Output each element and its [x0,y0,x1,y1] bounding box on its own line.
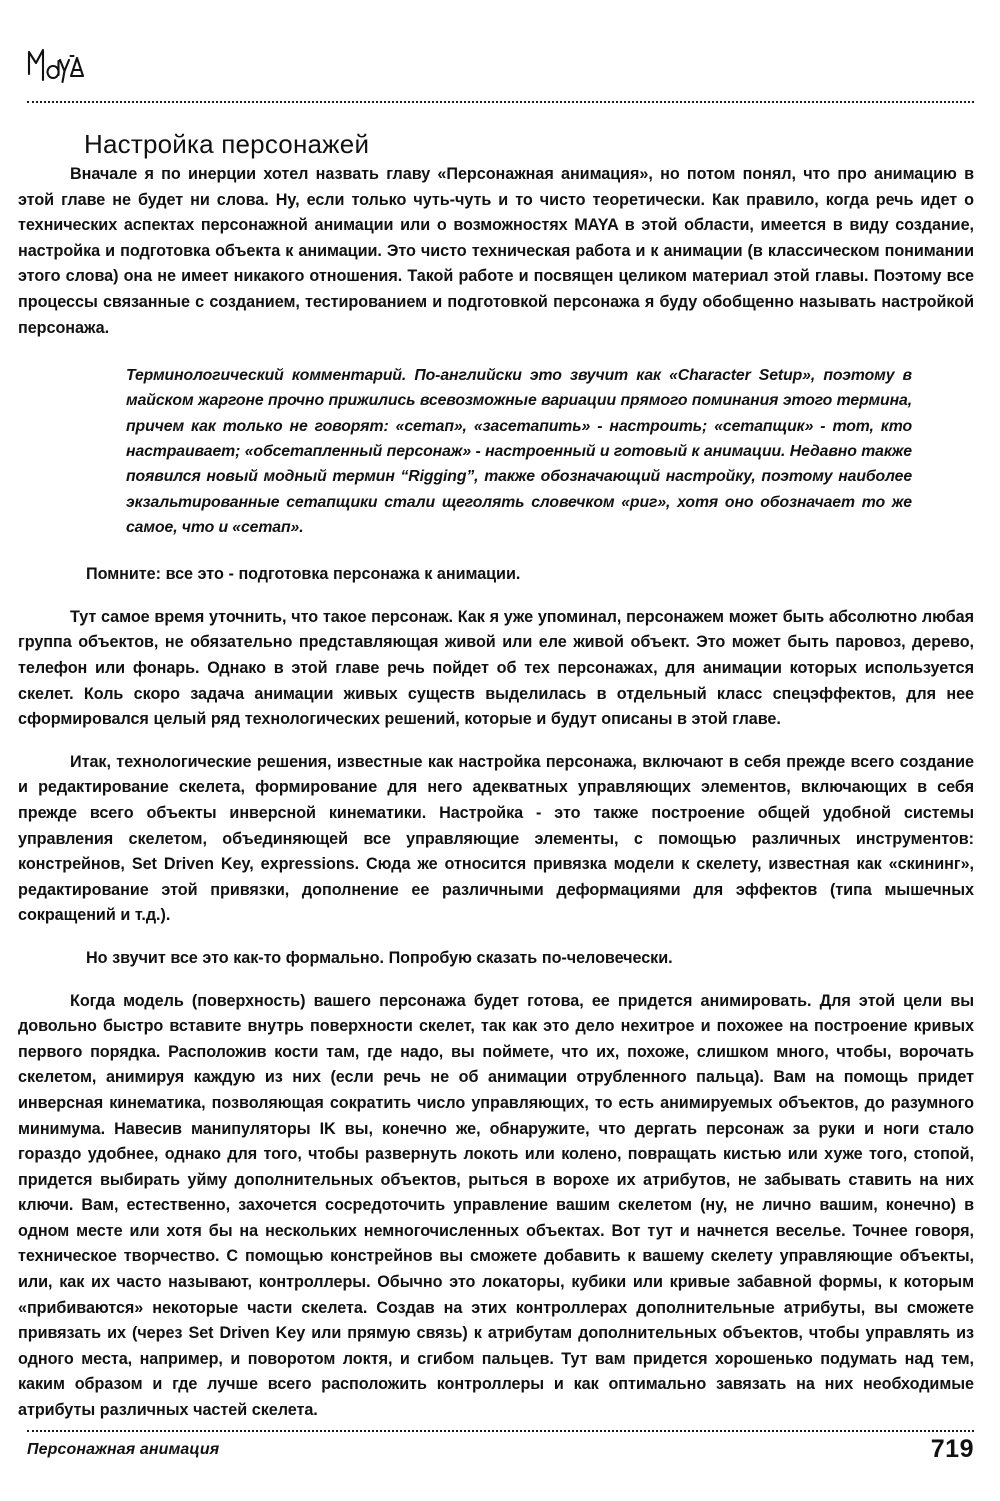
page-footer [0,1401,1000,1501]
paragraph-what-is-character: Тут самое время уточнить, что такое персонаж. Как я уже упоминал, персонажем может быть абсолютно любая группа объектов, не обязательно представляющая живой или еле живой объект. Это может быть паровоз, дерево, телефон или фонарь. Однако в этой главе речь пойдет об тех персонажах, для анимации которых используется скелет. Коль скоро задача анимации живых существ выделилась в отдельный класс спецэффектов, для нее сформировался целый ряд технологических решений, которые и будут описаны в этой главе. [18,607,974,729]
page-title: Настройка персонажей [84,129,370,160]
terminology-note-block: Терминологический комментарий. По-английски это звучит как «Character Setup», поэтому в майском жаргоне прочно прижились всевозможные вариации прямого поминания этого термина, причем как только не говорят: «сетап», «засетапить» - настроить; «сетапщик» - тот, кто настраивает; «обсетапленный персонаж» - настроенный и готовый к анимации. Недавно также появился новый модный термин “Rigging”, также обозначающий настройку, поэтому наиболее экзальтированные сетапщики стали щеголять словечком «риг», хотя оно обозначает то же самое, что и «сетап». [126,367,912,536]
paragraph-remember: Помните: все это - подготовка персонажа к анимации. [86,565,521,584]
page-number: 719 [930,1435,974,1463]
running-title: Персонажная анимация [27,1441,220,1458]
paragraph-technological-solutions: Итак, технологические решения, известные как настройка персонажа, включают в себя прежде всего создание и редактирование скелета, формирование для него адекватных управляющих элементов, включающих в себя прежде всего объекты инверсной кинематики. Настройка - это также построение общей удобной системы управления скелетом, объединяющей все управляющие элементы, с помощью различных инструментов: констрейнов, Set Driven Key, expressions. Сюда же относится привязка модели к скелету, известная как «скининг», редактирование этой привязки, дополнение ее различными деформациями для эффектов (типа мышечных сокращений и т.д.). [18,752,974,925]
maya-handwritten-logo-icon [26,44,86,90]
paragraph-model-surface: Когда модель (поверхность) вашего персонажа будет готова, ее придется анимировать. Для этой цели вы довольно быстро вставите внутрь поверхности скелет, так как это дело нехитрое и похожее на построение кривых первого порядка. Расположив кости там, где надо, вы поймете, что их, похоже, слишком много, чтобы, ворочать скелетом, анимируя каждую из них (если речь не об анимации отрубленного пальца). Вам на помощь придет инверсная кинематика, позволяющая сократить число управляющих, то есть анимируемых объектов, до разумного минимума. Навесив манипуляторы IK вы, конечно же, обнаружите, что дергать персонаж за руки и ноги стало гораздо удобнее, однако для того, чтобы развернуть локоть или колено, повращать кистью или хуже того, стопой, придется выбирать уйму дополнительных объектов, рыться в ворохе их атрибутов, не забывать ставить на них ключи. Вам, естественно, захочется сосредоточить управление вашим скелетом (ну, не лично вашим, конечно) в одном месте или хотя бы на нескольких немногочисленных объектах. Вот тут и начнется веселье. Точнее говоря, техническое творчество. С помощью констрейнов вы сможете добавить к вашему скелету управляющие объекты, или, как их часто называют, контроллеры. Обычно это локаторы, кубики или кривые забавной формы, к которым «прибиваются» некоторые части скелета. Создав на этих контроллерах дополнительные атрибуты, вы сможете привязать их (через Set Driven Key или прямую связь) к атрибутам дополнительных объектов, чтобы управлять из одного места, например, и поворотом локтя, и сгибом пальцев. Тут вам придется хорошенько подумать над тем, каким образом и где лучше всего расположить контроллеры и как оптимально завязать на них необходимые атрибуты различных частей скелета. [18,991,974,1420]
footer-divider [27,1430,974,1432]
header-divider [27,101,974,103]
paragraph-intro: Вначале я по инерции хотел назвать главу «Персонажная анимация», но потом понял, что про анимацию в этой главе не будет ни слова. Ну, если только чуть-чуть и то чисто теоретически. Как правило, когда речь идет о технических аспектах персонажной анимации или о возможностях MAYA в этой области, имеется в виду создание, настройка и подготовка объекта к анимации. Это чисто техническая работа и к анимации (в классическом понимании этого слова) она не имеет никакого отношения. Такой работе и посвящен целиком материал этой главы. Поэтому все процессы связанные с созданием, тестированием и подготовкой персонажа я буду обобщенно называть настройкой персонажа. [18,165,974,337]
page-header [0,0,1000,104]
paragraph-formal: Но звучит все это как-то формально. Попробую сказать по-человечески. [86,948,673,967]
body-text-column [18,162,974,1441]
